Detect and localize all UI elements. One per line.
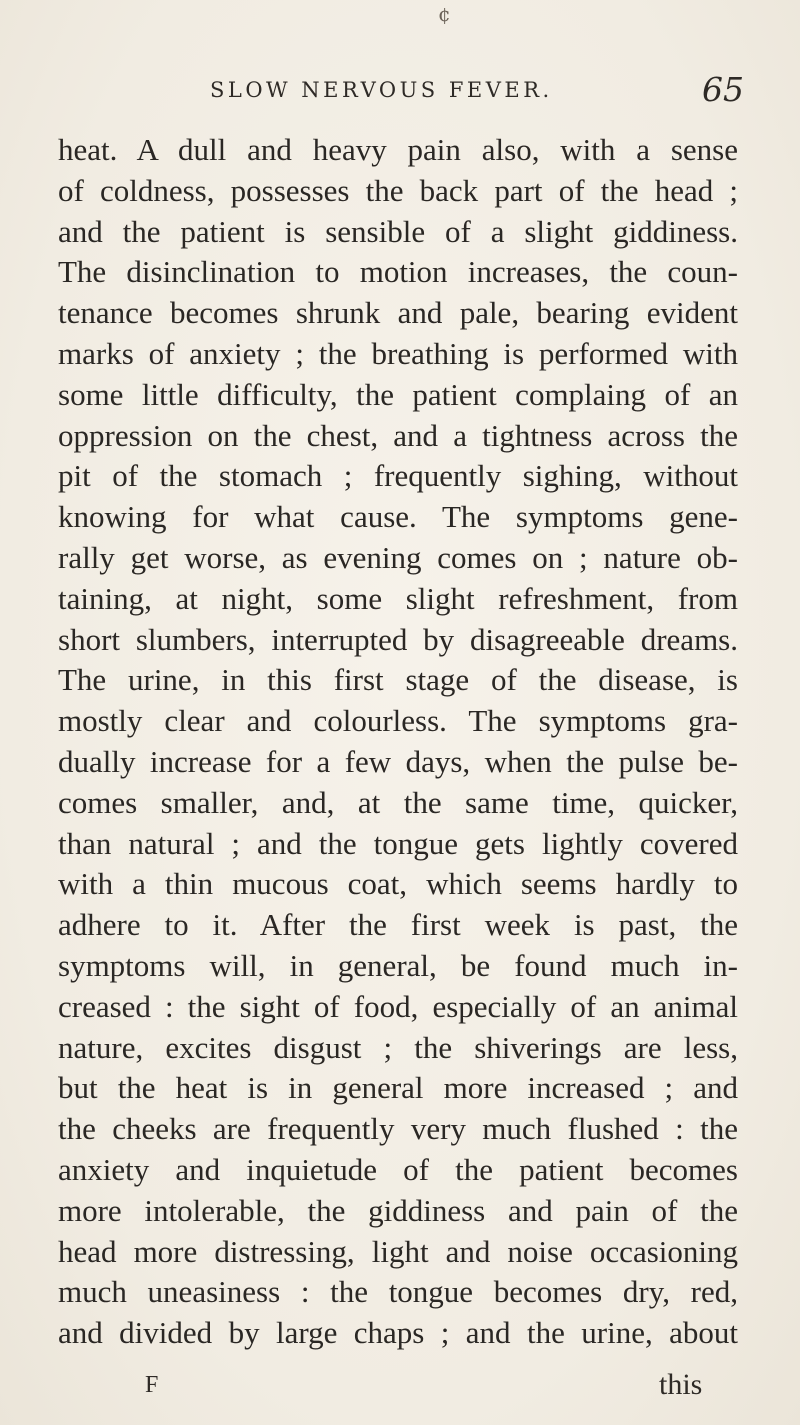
text-line: some little difficulty, the patient complaing of an (58, 376, 738, 412)
text-line: comes smaller, and, at the same time, quicker, (58, 784, 738, 820)
text-line: with a thin mucous coat, which seems hardly to (58, 866, 738, 902)
text-line: marks of anxiety ; the breathing is performed with (58, 335, 738, 371)
text-line: heat. A dull and heavy pain also, with a sense (58, 132, 738, 167)
text-line: knowing for what cause. The symptoms gene- (58, 499, 738, 535)
text-line: The disinclination to motion increases, the coun- (58, 254, 738, 290)
text-line: and the patient is sensible of a slight giddiness. (58, 213, 738, 249)
text-line: than natural ; and the tongue gets lightly covered (58, 825, 738, 861)
text-line: adhere to it. After the first week is past, the (58, 907, 738, 943)
text-line: of coldness, possesses the back part of the head ; (58, 172, 738, 208)
text-line: anxiety and inquietude of the patient becomes (58, 1151, 738, 1187)
text-line: creased : the sight of food, especially of an animal (58, 988, 738, 1024)
text-line: tenance becomes shrunk and pale, bearing evident (58, 295, 738, 331)
running-title: SLOW NERVOUS FEVER. (210, 78, 553, 102)
body-text (58, 130, 738, 1354)
text-line: nature, excites disgust ; the shiverings are less, (58, 1029, 738, 1065)
text-line: head more distressing, light and noise occasioning (58, 1233, 738, 1269)
text-line: rally get worse, as evening comes on ; nature ob- (58, 539, 738, 575)
ink-mark: ¢ (438, 2, 451, 26)
text-line: pit of the stomach ; frequently sighing, without (58, 458, 738, 494)
text-line: oppression on the chest, and a tightness across the (58, 417, 738, 453)
text-line: short slumbers, interrupted by disagreeable dreams. (58, 621, 738, 657)
text-line: mostly clear and colourless. The symptoms gra- (58, 703, 738, 739)
page-number: 65 (702, 70, 744, 109)
catchword: this (659, 1368, 703, 1401)
text-line: symptoms will, in general, be found much in- (58, 947, 738, 983)
text-line: The urine, in this first stage of the disease, is (58, 662, 738, 698)
text-line: more intolerable, the giddiness and pain of the (58, 1192, 738, 1228)
text-line: the cheeks are frequently very much flushed : the (58, 1111, 738, 1147)
text-line: but the heat is in general more increased ; and (58, 1070, 738, 1106)
signature-mark: F (145, 1372, 159, 1398)
text-line: and divided by large chaps ; and the urine, about (58, 1315, 738, 1351)
text-line: dually increase for a few days, when the pulse be- (58, 743, 738, 779)
text-line: taining, at night, some slight refreshment, from (58, 580, 738, 616)
text-line: much uneasiness : the tongue becomes dry, red, (58, 1274, 738, 1310)
